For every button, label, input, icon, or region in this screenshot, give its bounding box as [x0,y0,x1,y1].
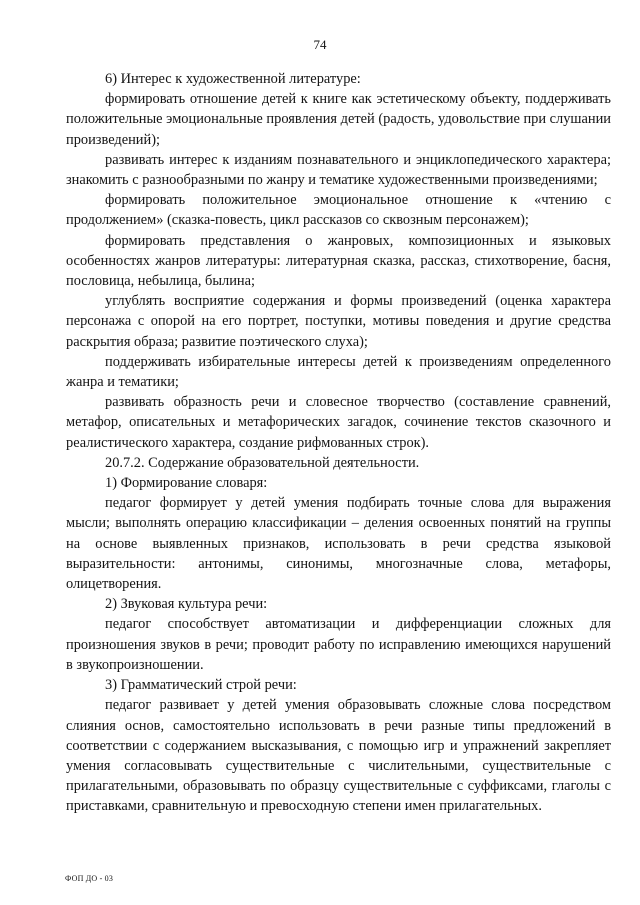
page-number: 74 [313,37,327,52]
paragraph: формировать представления о жанровых, композиционных и языковых особенностях жанров литературы: литературная сказка, рассказ, стихотворение, басня, пословица, небылица, былина; [66,232,611,290]
subsection-heading-sound-culture: 2) Звуковая культура речи: [105,596,268,613]
section-heading-educational-content: 20.7.2. Содержание образовательной деятельности. [105,454,420,471]
subsection-heading-grammar: 3) Грамматический строй речи: [105,677,297,694]
paragraph: формировать отношение детей к книге как эстетическому объекту, поддерживать положительные эмоциональные проявления детей (радость, удовольствие при слушании произведений); [66,91,611,148]
paragraph: педагог способствует автоматизации и дифференциации сложных для произношения звуков в речи; проводит работу по исправлению имеющихся нарушений в звукопроизношении. [66,616,611,673]
document-footer: ФОП ДО - 03 [65,874,114,883]
paragraph: формировать положительное эмоциональное отношение к «чтению с продолжением» (сказка-повесть, цикл рассказов со сквозным персонажем); [66,192,611,229]
section-heading-literature-interest: 6) Интерес к художественной литературе: [105,71,361,87]
paragraph: развивать образность речи и словесное творчество (составление сравнений, метафор, описательных и метафорических загадок, сочинение текстов сказочного и реалистического характера, создание рифмованных строк). [66,394,611,451]
paragraph: развивать интерес к изданиям познавательного и энциклопедического характера; знакомить с разнообразными по жанру и тематике художественными произведениями; [66,151,611,189]
page-body [66,69,611,817]
paragraph: углублять восприятие содержания и формы произведений (оценка характера персонажа с опорой на его портрет, поступки, мотивы поведения и другие средства раскрытия образа; развитие поэтического слуха); [66,293,611,350]
paragraph: поддерживать избирательные интересы детей к произведениям определенного жанра и тематики; [66,353,611,391]
paragraph: педагог развивает у детей умения образовывать сложные слова посредством слияния основ, самостоятельно использовать в речи разные типы предложений в соответствии с содержанием высказывания, с помощью игр и упражнений закрепляет умения согласовывать существительные с числительными, существительные с прилагательными, образовывать по образцу существительные с суффиксами, глаголы с приставками, сравнительную и превосходную степени имен прилагательных. [66,697,611,815]
paragraph: педагог формирует у детей умения подбирать точные слова для выражения мысли; выполнять операцию классификации – деления освоенных понятий на группы на основе выявленных признаков, использовать в речи средства языковой выразительности: антонимы, синонимы, многозначные слова, метафоры, олицетворения. [66,495,611,593]
subsection-heading-vocabulary: 1) Формирование словаря: [105,475,268,492]
